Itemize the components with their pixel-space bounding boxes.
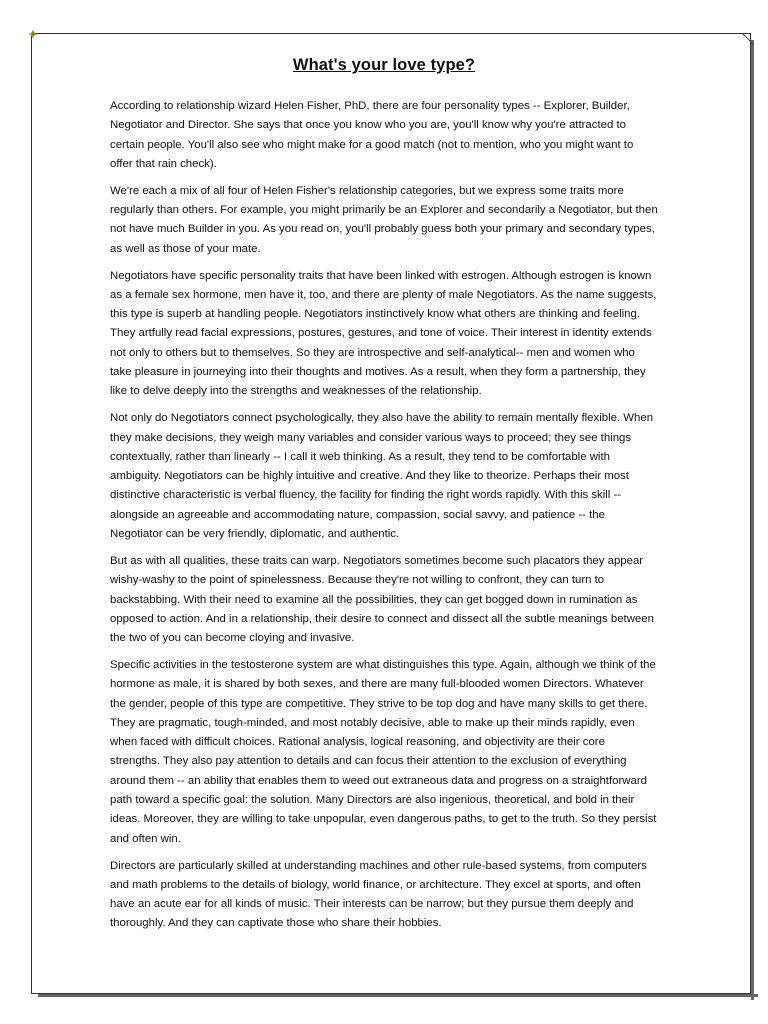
paragraph-directors-traits: Specific activities in the testosterone system are what distinguishes this type. Again, although we think of the hormone as male, it is shared by both sexes, and there are many full-blooded women Directors. Whatever the gender, people of this type are competitive. They strive to be top dog and have many skills to get there. They are pragmatic, tough-minded, and most notably decisive, able to make up their minds rapidly, even when faced with difficult choices. Rational analysis, logical reasoning, and objectivity are their core strengths. They also pay attention to details and can focus their attention to the exclusion of everything around them -- an ability that enables them to weed out extraneous data and progress on a straightforward path toward a specific goal: the solution. Many Directors are also ingenious, theoretical, and bold in their ideas. Moreover, they are willing to take unpopular, even dangerous paths, to get to the truth. So they persist and often win. xyxy=(110,658,657,845)
paragraph-mix: We're each a mix of all four of Helen Fisher's relationship categories, but we express some traits more regularly than others. For example, you might primarily be an Explorer and secondarily a Negotiator, but then not have much Builder in you. As you read on, you'll probably guess both your primary and secondary types, as well as those of your mate. xyxy=(110,184,658,255)
page-fold-icon xyxy=(742,33,754,45)
document-title: What's your love type? xyxy=(292,56,476,74)
paragraph-intro: According to relationship wizard Helen Fisher, PhD, there are four personality types -- Explorer, Builder, Negotiator and Director. She says that once you know who you are, you'll know why you're attracted to certain people. You'll also see who might make for a good match (not to mention, who you might want to offer that rain check). xyxy=(110,100,634,170)
paragraph-negotiators-flexible: Not only do Negotiators connect psychologically, they also have the ability to remain mentally flexible. When they make decisions, they weigh many variables and consider various ways to proceed; they see things contextually, rather than linearly -- I call it web thinking. As a result, they tend to be comfortable with ambiguity. Negotiators can be highly intuitive and creative. And they like to theorize. Perhaps their most distinctive characteristic is verbal fluency, the facility for finding the right words rapidly. With this skill -- alongside an agreeable and accommodating nature, compassion, social savvy, and patience -- the Negotiator can be very friendly, diplomatic, and authentic. xyxy=(110,412,654,541)
paragraph-negotiators-traits: Negotiators have specific personality traits that have been linked with estrogen. Although estrogen is known as a female sex hormone, men have it, too, and there are plenty of male Negotiators. As the name suggests, this type is superb at handling people. Negotiators instinctively know what others are thinking and feeling. They artfully read facial expressions, postures, gestures, and tone of voice. Their interest in identity extends not only to others but to themselves. So they are introspective and self-analytical-- men and women who take pleasure in journeying into their thoughts and motives. As a result, when they form a partnership, they like to delve deeply into the strengths and weaknesses of the relationship. xyxy=(110,269,657,398)
paragraph-directors-skills: Directors are particularly skilled at understanding machines and other rule-based systems, from computers and math problems to the details of biology, world finance, or architecture. They excel at sports, and often have an acute ear for all kinds of music. Their interests can be narrow; but they pursue them deeply and thoroughly. And they can captivate those who share their hobbies. xyxy=(110,859,647,930)
paragraph-negotiators-warp: But as with all qualities, these traits can warp. Negotiators sometimes become such placators they appear wishy-washy to the point of spinelessness. Because they're not willing to confront, they can turn to backstabbing. With their need to examine all the possibilities, they can get bogged down in rumination as opposed to action. And in a relationship, their desire to connect and dissect all the subtle meanings between the two of you can become cloying and invasive. xyxy=(110,554,654,645)
document-body xyxy=(110,56,658,941)
corner-marker-icon xyxy=(29,30,37,38)
